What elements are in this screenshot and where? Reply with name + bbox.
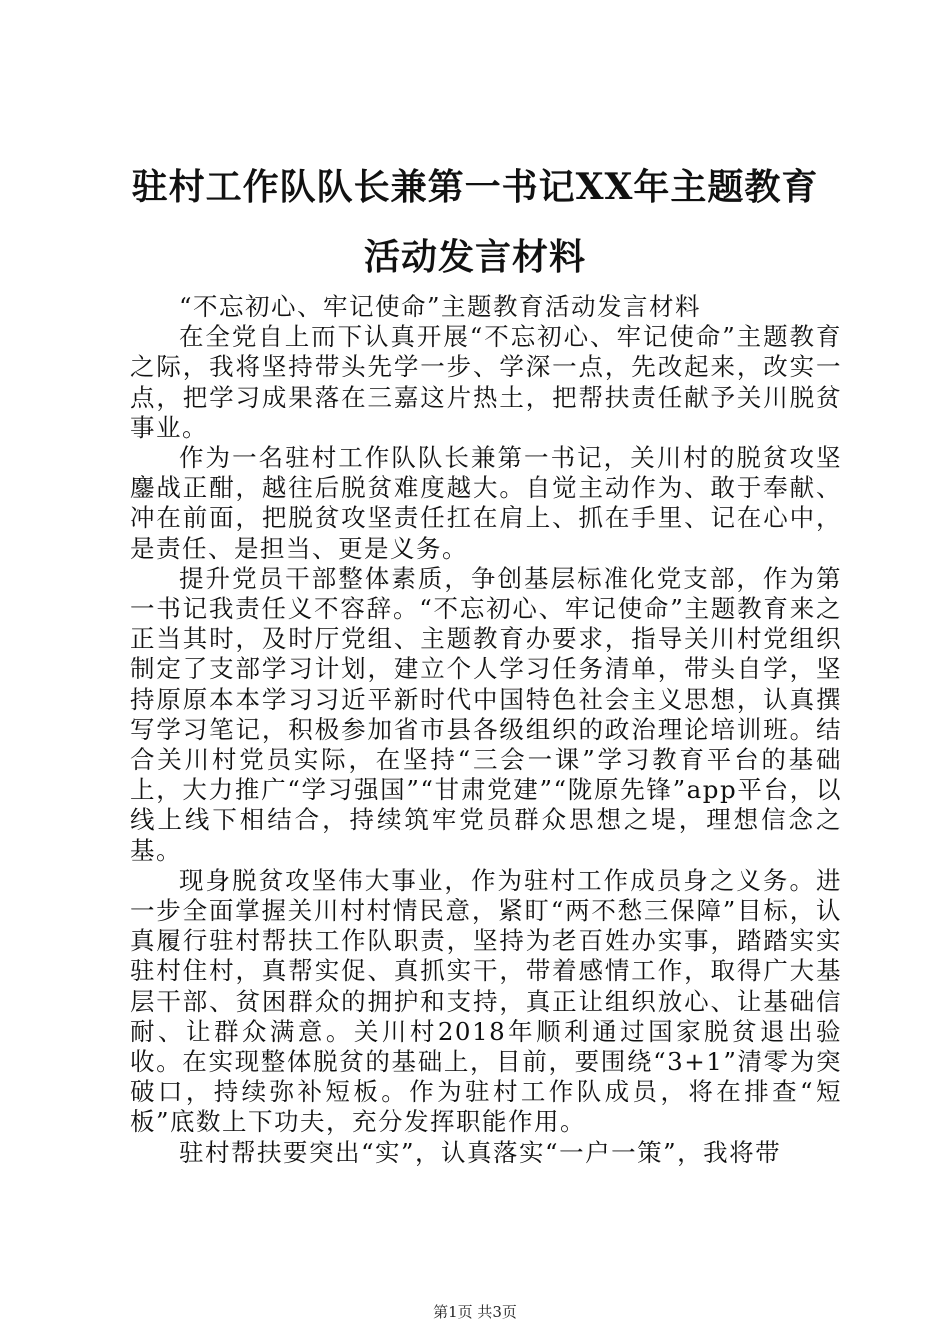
page-footer: 第1页 共3页 — [433, 1303, 517, 1321]
paragraph-subtitle: “不忘初心、牢记使命”主题教育活动发言材料 — [179, 292, 702, 321]
paragraph: 驻村帮扶要突出“实”，认真落实“一户一策”，我将带 — [179, 1137, 782, 1167]
document-title: 驻村工作队队长兼第一书记XX年主题教育活动发言材料 — [131, 166, 819, 278]
paragraph: 作为一名驻村工作队队长兼第一书记，关川村的脱贫攻坚鏖战正酣，越往后脱贫难度越大。自觉主动作为、敢于奉献、冲在前面，把脱贫攻坚责任扛在肩上、抓在手里、记在心中，是责任、是担当、更是义务。 — [130, 443, 842, 563]
paragraph: 现身脱贫攻坚伟大事业，作为驻村工作成员身之义务。进一步全面掌握关川村村情民意，紧盯“两不愁三保障”目标，认真履行驻村帮扶工作队职责，坚持为老百姓办实事，踏踏实实驻村住村，真帮实促、真抓实干，带着感情工作，取得广大基层干部、贫困群众的拥护和支持，真正让组织放心、让基础信耐、让群众满意。关川村2018年顺利通过国家脱贫退出验收。在实现整体脱贫的基础上，目前，要围绕“3+1”清零为突破口，持续弥补短板。作为驻村工作队成员，将在排查“短板”底数上下功夫，充分发挥职能作用。 — [130, 865, 842, 1137]
paragraph: 提升党员干部整体素质，争创基层标准化党支部，作为第一书记我责任义不容辞。“不忘初心、牢记使命”主题教育来之正当其时，及时厅党组、主题教育办要求，指导关川村党组织制定了支部学习计划，建立个人学习任务清单，带头自学，坚持原原本本学习习近平新时代中国特色社会主义思想，认真撰写学习笔记，积极参加省市县各级组织的政治理论培训班。结合关川村党员实际，在坚持“三会一课”学习教育平台的基础上，大力推广“学习强国”“甘肃党建”“陇原先锋”app平台，以线上线下相结合，持续筑牢党员群众思想之堤，理想信念之基。 — [130, 563, 842, 865]
document-body — [130, 292, 842, 1168]
paragraph: 在全党自上而下认真开展“不忘初心、牢记使命”主题教育之际，我将坚持带头先学一步、学深一点，先改起来，改实一点，把学习成果落在三嘉这片热土，把帮扶责任献予关川脱贫事业。 — [130, 322, 842, 442]
